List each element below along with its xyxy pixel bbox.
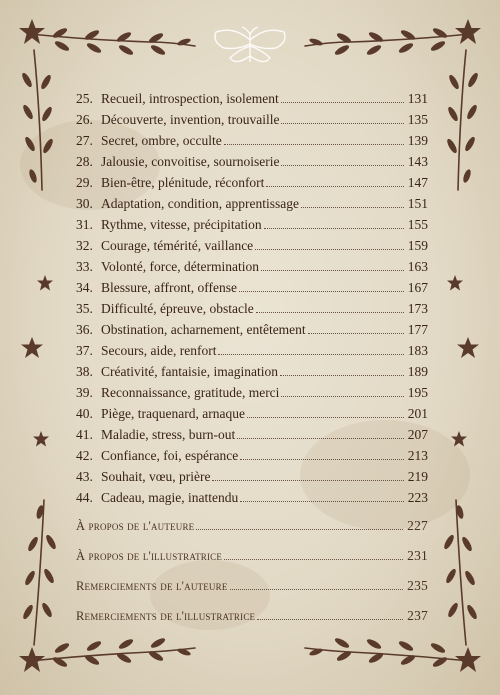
entry-number: 29. — [76, 174, 93, 190]
entry-number: 34. — [76, 279, 93, 295]
star-icon — [450, 430, 468, 448]
entry-number: 27. — [76, 132, 93, 148]
entry-page: 151 — [407, 195, 428, 211]
star-icon — [446, 274, 464, 292]
entry-page: 223 — [407, 489, 428, 505]
toc-entry-29[interactable] — [76, 168, 428, 189]
entry-number: 32. — [76, 237, 93, 253]
toc-entry-42[interactable] — [76, 441, 428, 462]
entry-number: 39. — [76, 384, 93, 400]
entry-number: 25. — [76, 90, 93, 106]
dot-leader — [255, 249, 404, 250]
entry-title: Recueil, introspection, isolement — [101, 90, 279, 106]
entry-title: Cadeau, magie, inattendu — [101, 489, 239, 505]
entry-title: À propos de l'auteure — [76, 518, 195, 533]
dot-leader — [257, 619, 403, 620]
entry-number: 40. — [76, 405, 93, 421]
entry-title: Remerciements de l'auteure — [76, 578, 228, 593]
entry-number: 28. — [76, 153, 93, 169]
dot-leader — [247, 417, 404, 418]
entry-number: 26. — [76, 111, 93, 127]
toc-entry-31[interactable] — [76, 210, 428, 231]
toc-entry-44[interactable] — [76, 483, 428, 504]
dot-leader — [224, 559, 403, 560]
entry-page: 231 — [407, 547, 428, 563]
entry-title: Piège, traquenard, arnaque — [101, 405, 245, 421]
entry-title: Souhait, vœu, prière — [101, 468, 211, 484]
toc-entry-36[interactable] — [76, 315, 428, 336]
entry-page: 131 — [407, 90, 428, 106]
toc-about-author[interactable] — [76, 508, 428, 532]
entry-title: Confiance, foi, espérance — [101, 447, 239, 463]
toc-entry-37[interactable] — [76, 336, 428, 357]
toc-entry-34[interactable] — [76, 273, 428, 294]
entry-title: Difficulté, épreuve, obstacle — [101, 300, 254, 316]
entry-title: Reconnaissance, gratitude, merci — [101, 384, 280, 400]
dot-leader — [301, 207, 404, 208]
toc-entry-25[interactable] — [76, 84, 428, 105]
dot-leader — [218, 354, 403, 355]
entry-title: À propos de l'illustratrice — [76, 548, 223, 563]
star-icon — [36, 274, 54, 292]
entry-page: 237 — [407, 607, 428, 623]
dot-leader — [266, 186, 403, 187]
toc-thanks-author[interactable] — [76, 568, 428, 592]
dot-leader — [230, 589, 404, 590]
entry-number: 30. — [76, 195, 93, 211]
toc-entry-39[interactable] — [76, 378, 428, 399]
entry-number: 41. — [76, 426, 93, 442]
star-icon — [454, 646, 482, 674]
entry-page: 177 — [407, 321, 428, 337]
entry-title: Secret, ombre, occulte — [101, 132, 222, 148]
toc-entry-28[interactable] — [76, 147, 428, 168]
entry-number: 35. — [76, 300, 93, 316]
entry-page: 147 — [407, 174, 428, 190]
entry-title: Découverte, invention, trouvaille — [101, 111, 280, 127]
dot-leader — [196, 529, 403, 530]
entry-page: 183 — [407, 342, 428, 358]
toc-entry-27[interactable] — [76, 126, 428, 147]
toc-entry-43[interactable] — [76, 462, 428, 483]
entry-title: Jalousie, convoitise, sournoiserie — [101, 153, 280, 169]
entry-number: 31. — [76, 216, 93, 232]
entry-number: 43. — [76, 468, 93, 484]
star-icon — [18, 18, 46, 46]
dot-leader — [240, 501, 404, 502]
entry-page: 189 — [407, 363, 428, 379]
entry-title: Remerciements de l'illustratrice — [76, 608, 256, 623]
dot-leader — [261, 270, 404, 271]
toc-entry-33[interactable] — [76, 252, 428, 273]
entry-title: Courage, témérité, vaillance — [101, 237, 254, 253]
star-icon — [32, 430, 50, 448]
entry-page: 143 — [407, 153, 428, 169]
toc-entry-40[interactable] — [76, 399, 428, 420]
toc-thanks-illustrator[interactable] — [76, 598, 428, 622]
entry-page: 155 — [407, 216, 428, 232]
entry-title: Secours, aide, renfort — [101, 342, 217, 358]
dot-leader — [281, 165, 403, 166]
toc-entry-32[interactable] — [76, 231, 428, 252]
star-icon — [454, 18, 482, 46]
toc-entry-30[interactable] — [76, 189, 428, 210]
star-icon — [20, 336, 44, 360]
entry-number: 37. — [76, 342, 93, 358]
butterfly-icon — [210, 26, 290, 68]
entry-page: 159 — [407, 237, 428, 253]
entry-title: Bien-être, plénitude, réconfort — [101, 174, 265, 190]
entry-page: 201 — [407, 405, 428, 421]
dot-leader — [308, 333, 404, 334]
toc-entry-35[interactable] — [76, 294, 428, 315]
dot-leader — [256, 312, 404, 313]
dot-leader — [237, 438, 404, 439]
entry-page: 227 — [407, 517, 428, 533]
dot-leader — [281, 123, 403, 124]
entry-title: Volonté, force, détermination — [101, 258, 259, 274]
entry-page: 163 — [407, 258, 428, 274]
entry-page: 207 — [407, 426, 428, 442]
entry-number: 38. — [76, 363, 93, 379]
dot-leader — [212, 480, 403, 481]
dot-leader — [281, 396, 403, 397]
entry-number: 44. — [76, 489, 93, 505]
star-icon — [18, 646, 46, 674]
entry-title: Obstination, acharnement, entêtement — [101, 321, 306, 337]
dot-leader — [280, 375, 404, 376]
entry-page: 235 — [407, 577, 428, 593]
star-icon — [456, 336, 480, 360]
dot-leader — [239, 291, 404, 292]
entry-number: 36. — [76, 321, 93, 337]
entry-title: Adaptation, condition, apprentissage — [101, 195, 299, 211]
entry-title: Rythme, vitesse, précipitation — [101, 216, 262, 232]
entry-title: Blessure, affront, offense — [101, 279, 237, 295]
toc-entry-41[interactable] — [76, 420, 428, 441]
entry-number: 33. — [76, 258, 93, 274]
entry-number: 42. — [76, 447, 93, 463]
entry-page: 173 — [407, 300, 428, 316]
entry-page: 213 — [407, 447, 428, 463]
dot-leader — [240, 459, 404, 460]
dot-leader — [281, 102, 404, 103]
entry-page: 135 — [407, 111, 428, 127]
entry-title: Maladie, stress, burn-out — [101, 426, 236, 442]
entry-page: 195 — [407, 384, 428, 400]
dot-leader — [264, 228, 404, 229]
entry-page: 167 — [407, 279, 428, 295]
toc-entry-26[interactable] — [76, 105, 428, 126]
dot-leader — [224, 144, 404, 145]
toc-entry-38[interactable] — [76, 357, 428, 378]
toc-about-illustrator[interactable] — [76, 538, 428, 562]
entry-page: 139 — [407, 132, 428, 148]
entry-page: 219 — [407, 468, 428, 484]
entry-title: Créativité, fantaisie, imagination — [101, 363, 278, 379]
